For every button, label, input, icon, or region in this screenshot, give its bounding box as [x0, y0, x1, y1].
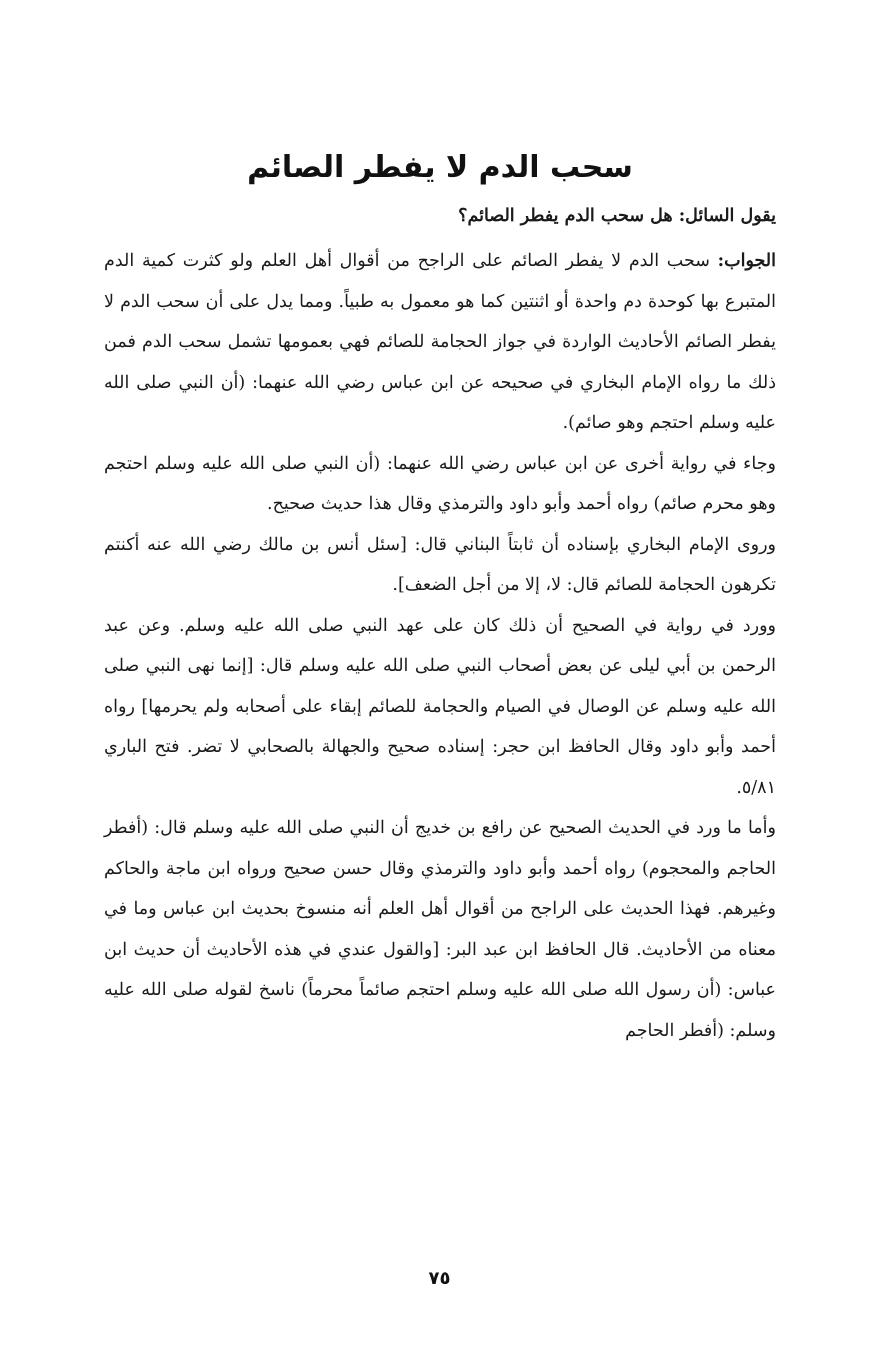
paragraph-4: وورد في رواية في الصحيح أن ذلك كان على عهد النبي صلى الله عليه وسلم. وعن عبد الرحمن بن أبي ليلى عن بعض أصحاب النبي صلى الله عليه وسلم قال: [إنما نهى النبي صلى الله عليه وسلم عن الوصال في الصيام والحجامة للصائم إبقاء على أصحابه ولم يحرمها] رواه أحمد وأبو داود وقال الحافظ ابن حجر: إسناده صحيح والجهالة بالصحابي لا تضر. فتح الباري ٥/٨١. [104, 615, 776, 798]
page-title: سحب الدم لا يفطر الصائم [247, 150, 633, 185]
answer-label: الجواب: [717, 251, 776, 271]
page-body [104, 145, 776, 1051]
answer-text: سحب الدم لا يفطر الصائم على الراجح من أقوال أهل العلم ولو كثرت كمية الدم المتبرع بها كوحدة دم واحدة أو اثنتين كما هو معمول به طبياً. ومما يدل على أن سحب الدم لا يفطر الصائم الأحاديث الواردة في جواز الحجامة للصائم فهي بعمومها تشمل سحب الدم فمن ذلك ما رواه الإمام البخاري في صحيحه عن ابن عباس رضي الله عنهما: (أن النبي صلى الله عليه وسلم احتجم وهو صائم). [104, 251, 776, 433]
paragraph-5: وأما ما ورد في الحديث الصحيح عن رافع بن خديج أن النبي صلى الله عليه وسلم قال: (أفطر الحاجم والمحجوم) رواه أحمد وأبو داود والترمذي وقال حسن صحيح ورواه ابن ماجة والحاكم وغيرهم. فهذا الحديث على الراجح من أقوال أهل العلم أنه منسوخ بحديث ابن عباس وما في معناه من الأحاديث. قال الحافظ ابن عبد البر: [والقول عندي في هذه الأحاديث أن حديث ابن عباس: (أن رسول الله صلى الله عليه وسلم احتجم صائماً محرماً) ناسخ لقوله صلى الله عليه وسلم: (أفطر الحاجم [104, 818, 776, 1041]
paragraph-3: وروى الإمام البخاري بإسناده أن ثابتاً البناني قال: [سئل أنس بن مالك رضي الله عنه أكنتم تكرهون الحجامة للصائم قال: لا، إلا من أجل الضعف]. [104, 534, 776, 595]
question-line: يقول السائل: هل سحب الدم يفطر الصائم؟ [458, 206, 776, 226]
page-number: ٧٥ [428, 1268, 451, 1289]
answer-paragraph [104, 241, 776, 444]
paragraph-2: وجاء في رواية أخرى عن ابن عباس رضي الله عنهما: (أن النبي صلى الله عليه وسلم احتجم وهو محرم صائم) رواه أحمد وأبو داود والترمذي وقال هذا حديث صحيح. [104, 453, 776, 514]
